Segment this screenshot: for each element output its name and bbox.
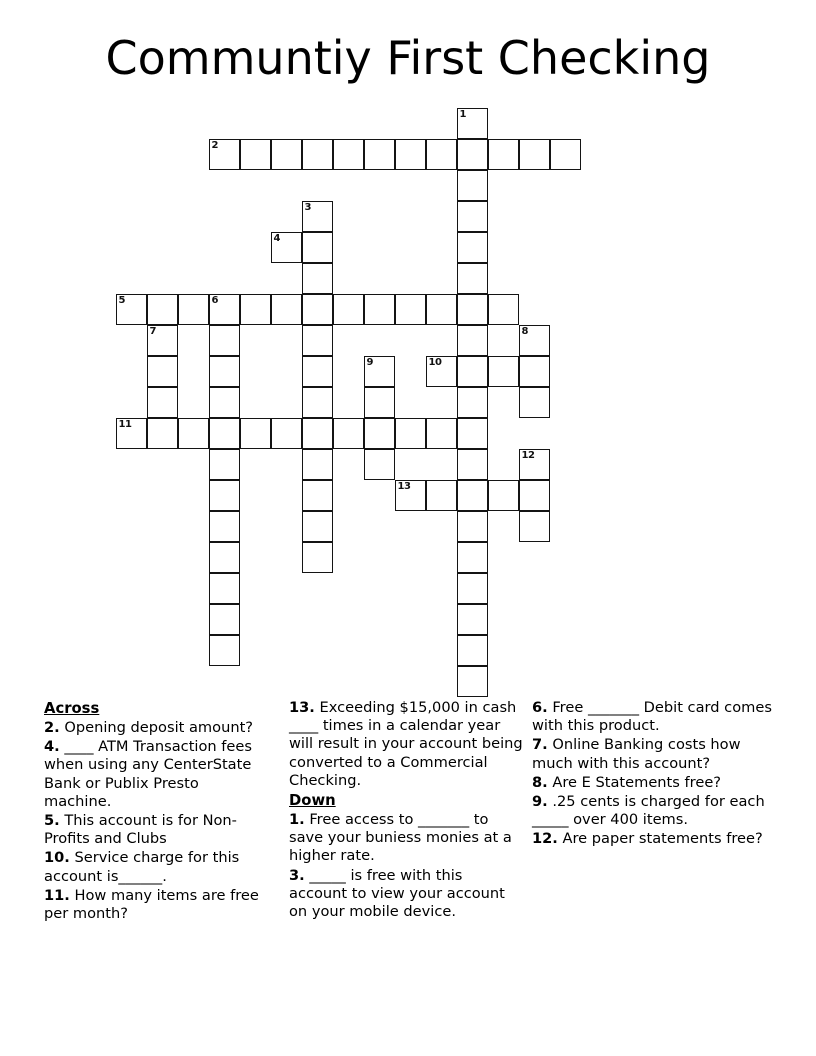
crossword-cell[interactable]	[519, 449, 550, 480]
clues-section	[44, 699, 774, 999]
crossword-cell[interactable]	[519, 325, 550, 356]
clue-number: 8.	[532, 773, 548, 791]
cell-number: 11	[118, 419, 132, 430]
clue-text: This account is for Non-Profits and Clubs	[44, 812, 237, 848]
crossword-cell[interactable]	[209, 542, 240, 573]
crossword-cell[interactable]	[209, 139, 240, 170]
cell-number: 8	[521, 326, 529, 337]
crossword-cell[interactable]	[364, 356, 395, 387]
crossword-cell[interactable]	[364, 139, 395, 170]
crossword-cell[interactable]	[333, 139, 364, 170]
crossword-cell[interactable]	[488, 139, 519, 170]
crossword-cell[interactable]	[488, 294, 519, 325]
crossword-cell[interactable]	[209, 604, 240, 635]
crossword-cell[interactable]	[209, 511, 240, 542]
crossword-cell[interactable]	[271, 418, 302, 449]
crossword-cell[interactable]	[457, 108, 488, 139]
crossword-cell[interactable]	[209, 356, 240, 387]
clue-text: _____ is free with this account to view your account on your mobile device.	[289, 866, 505, 921]
crossword-cell[interactable]	[178, 294, 209, 325]
clue-text: Free access to _______ to save your buniess monies at a higher rate.	[289, 811, 512, 865]
clue-down-6	[532, 699, 774, 735]
crossword-cell[interactable]	[426, 418, 457, 449]
crossword-cell[interactable]	[488, 356, 519, 387]
crossword-cell[interactable]	[302, 232, 333, 263]
clue-number: 4.	[44, 738, 60, 756]
crossword-cell[interactable]	[302, 201, 333, 232]
crossword-cell[interactable]	[457, 573, 488, 604]
crossword-cell[interactable]	[426, 480, 457, 511]
clue-across-5	[44, 812, 270, 848]
across-heading: Across	[44, 700, 100, 717]
clue-number: 12.	[532, 830, 558, 848]
crossword-cell[interactable]	[457, 666, 488, 697]
clue-down-1	[289, 811, 524, 866]
crossword-cell[interactable]	[302, 294, 333, 325]
crossword-cell[interactable]	[302, 139, 333, 170]
clue-number: 2.	[44, 719, 60, 736]
crossword-cell[interactable]	[395, 139, 426, 170]
clue-across-10	[44, 849, 270, 885]
crossword-cell[interactable]	[302, 387, 333, 418]
clue-number: 13.	[289, 699, 315, 716]
clue-number: 1.	[289, 811, 305, 829]
crossword-cell[interactable]	[333, 418, 364, 449]
crossword-cell[interactable]	[302, 418, 333, 449]
crossword-cell[interactable]	[271, 294, 302, 325]
clue-text: How many items are free per month?	[44, 886, 259, 923]
clue-number: 7.	[532, 736, 548, 754]
crossword-cell[interactable]	[302, 356, 333, 387]
crossword-cell[interactable]	[457, 139, 488, 170]
crossword-cell[interactable]	[457, 170, 488, 201]
crossword-cell[interactable]	[457, 263, 488, 294]
crossword-cell[interactable]	[364, 449, 395, 480]
crossword-cell[interactable]	[147, 325, 178, 356]
crossword-cell[interactable]	[457, 449, 488, 480]
crossword-cell[interactable]	[395, 294, 426, 325]
crossword-cell[interactable]	[147, 387, 178, 418]
crossword-cell[interactable]	[302, 325, 333, 356]
cell-number: 5	[118, 295, 126, 306]
crossword-cell[interactable]	[457, 387, 488, 418]
cell-number: 12	[521, 450, 535, 461]
crossword-cell[interactable]	[147, 418, 178, 449]
crossword-cell[interactable]	[116, 418, 147, 449]
crossword-cell[interactable]	[302, 480, 333, 511]
crossword-cell[interactable]	[395, 418, 426, 449]
cell-number: 3	[304, 202, 312, 213]
crossword-cell[interactable]	[519, 356, 550, 387]
crossword-cell[interactable]	[426, 139, 457, 170]
crossword-cell[interactable]	[240, 418, 271, 449]
clue-text: Online Banking costs how much with this account?	[532, 736, 741, 772]
clue-text: Free _______ Debit card comes with this product.	[532, 699, 772, 735]
crossword-cell[interactable]	[457, 232, 488, 263]
down-heading: Down	[289, 792, 336, 810]
crossword-cell[interactable]	[209, 480, 240, 511]
crossword-cell[interactable]	[457, 294, 488, 325]
clues-column-3	[532, 699, 774, 850]
clue-text: ____ ATM Transaction fees when using any CenterState Bank or Publix Presto machine.	[44, 738, 252, 810]
crossword-cell[interactable]	[519, 139, 550, 170]
clue-down-9	[532, 793, 774, 829]
cell-number: 10	[428, 357, 442, 368]
crossword-cell[interactable]	[519, 480, 550, 511]
crossword-cell[interactable]	[147, 294, 178, 325]
crossword-cell[interactable]	[209, 635, 240, 666]
cell-number: 2	[211, 140, 219, 151]
crossword-cell[interactable]	[364, 294, 395, 325]
clue-number: 6.	[532, 699, 548, 716]
clue-number: 11.	[44, 886, 70, 904]
crossword-cell[interactable]	[457, 356, 488, 387]
clue-across-13	[289, 699, 524, 790]
clue-text: Service charge for this account is______.	[44, 849, 240, 885]
cell-number: 7	[149, 326, 157, 337]
clue-down-7	[532, 736, 774, 772]
clue-across-4	[44, 738, 270, 811]
crossword-cell[interactable]	[209, 325, 240, 356]
crossword-cell[interactable]	[426, 356, 457, 387]
crossword-cell[interactable]	[116, 294, 147, 325]
crossword-cell[interactable]	[364, 387, 395, 418]
clue-number: 10.	[44, 849, 70, 867]
crossword-cell[interactable]	[550, 139, 581, 170]
crossword-cell[interactable]	[209, 387, 240, 418]
crossword-cell[interactable]	[426, 294, 457, 325]
crossword-cell[interactable]	[457, 542, 488, 573]
crossword-cell[interactable]	[209, 418, 240, 449]
crossword-cell[interactable]	[457, 480, 488, 511]
crossword-cell[interactable]	[457, 201, 488, 232]
crossword-cell[interactable]	[271, 232, 302, 263]
clue-text: Are paper statements free?	[557, 830, 763, 848]
crossword-cell[interactable]	[457, 635, 488, 666]
crossword-cell[interactable]	[209, 573, 240, 604]
crossword-cell[interactable]	[178, 418, 209, 449]
crossword-cell[interactable]	[333, 294, 364, 325]
crossword-cell[interactable]	[209, 294, 240, 325]
crossword-cell[interactable]	[488, 480, 519, 511]
crossword-cell[interactable]	[519, 387, 550, 418]
cell-number: 13	[397, 481, 411, 492]
crossword-cell[interactable]	[302, 511, 333, 542]
clue-text: Are E Statements free?	[547, 773, 722, 791]
clue-text: .25 cents is charged for each _____ over 400 items.	[532, 793, 765, 829]
clue-down-3	[289, 867, 524, 922]
crossword-cell[interactable]	[147, 356, 178, 387]
clues-column-2	[289, 699, 524, 922]
crossword-cell[interactable]	[457, 325, 488, 356]
crossword-cell[interactable]	[395, 480, 426, 511]
crossword-cell[interactable]	[209, 449, 240, 480]
cell-number: 6	[211, 295, 219, 306]
clue-down-12	[532, 830, 774, 848]
crossword-cell[interactable]	[240, 139, 271, 170]
cell-number: 9	[366, 357, 374, 368]
crossword-cell[interactable]	[364, 418, 395, 449]
crossword-cell[interactable]	[519, 511, 550, 542]
page-title: Communtiy First Checking	[105, 31, 711, 85]
clue-across-2	[44, 719, 270, 737]
crossword-cell[interactable]	[271, 139, 302, 170]
clue-text: Exceeding $15,000 in cash ____ times in a calendar year will result in your account being converted to a Commercial Checking.	[289, 699, 523, 789]
crossword-cell[interactable]	[302, 263, 333, 294]
crossword-cell[interactable]	[302, 542, 333, 573]
clue-number: 9.	[532, 793, 548, 811]
crossword-cell[interactable]	[457, 604, 488, 635]
clue-across-11	[44, 887, 270, 923]
cell-number: 4	[273, 233, 281, 244]
clue-number: 3.	[289, 866, 305, 884]
crossword-cell[interactable]	[457, 511, 488, 542]
clue-down-8	[532, 774, 774, 792]
crossword-cell[interactable]	[302, 449, 333, 480]
crossword-cell[interactable]	[457, 418, 488, 449]
clue-number: 5.	[44, 812, 60, 830]
cell-number: 1	[459, 109, 467, 120]
clue-text: Opening deposit amount?	[59, 719, 254, 736]
crossword-cell[interactable]	[240, 294, 271, 325]
clues-column-1	[44, 699, 270, 924]
